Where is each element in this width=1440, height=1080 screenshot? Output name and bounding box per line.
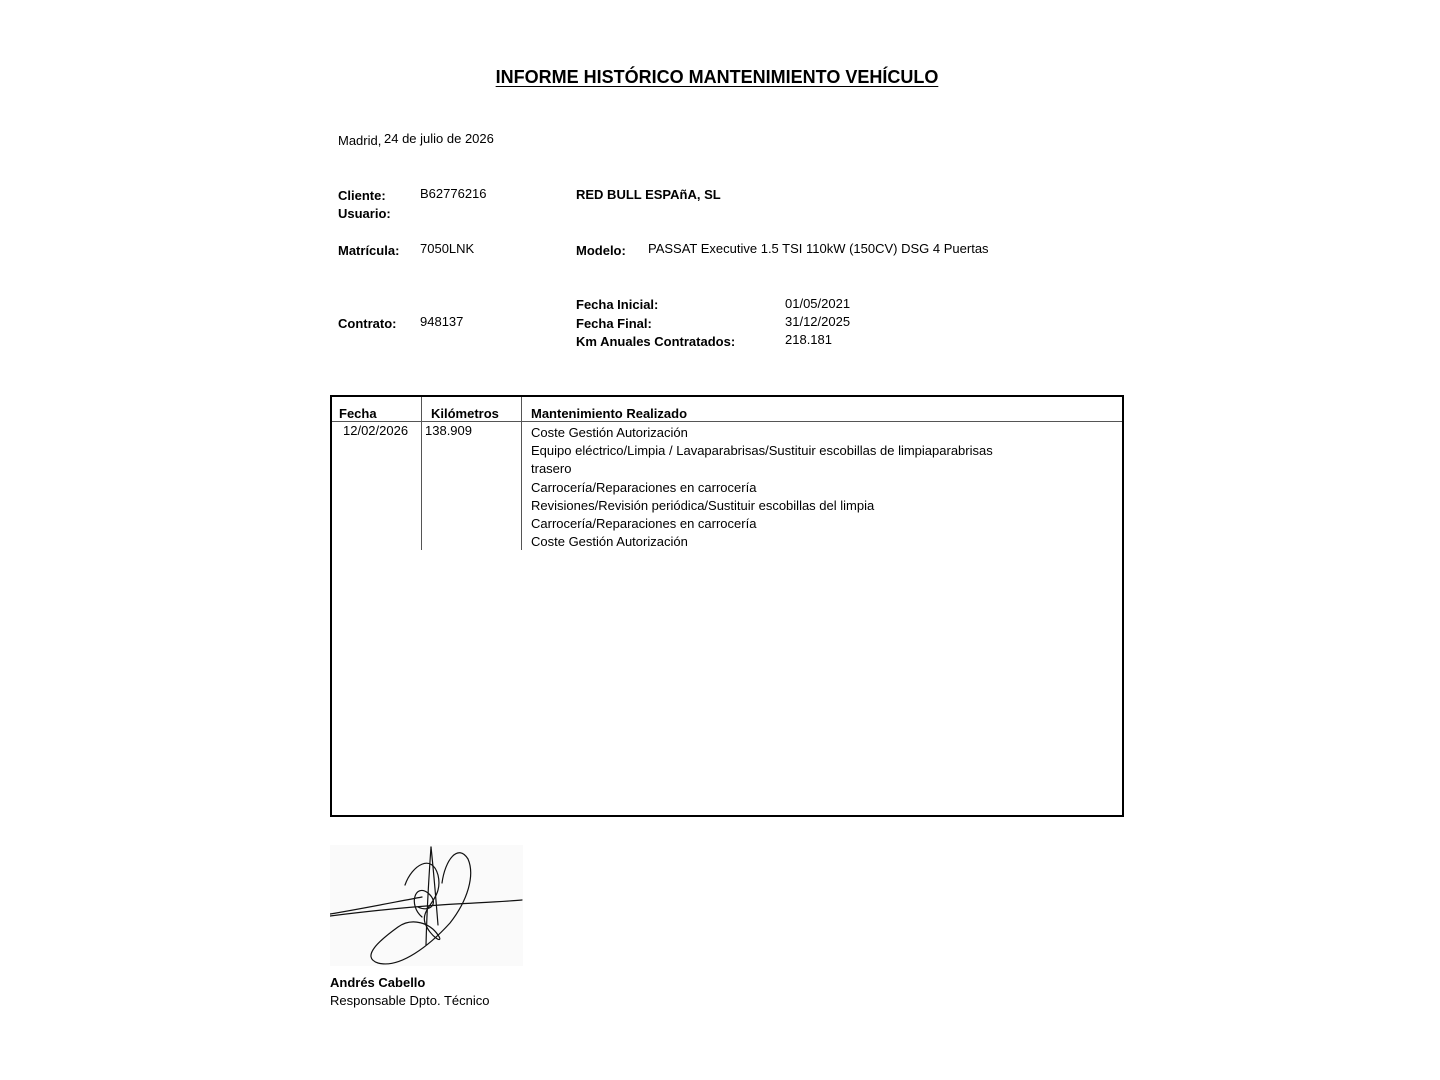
work-item: Carrocería/Reparaciones en carrocería xyxy=(531,516,757,532)
row-work-list xyxy=(531,424,993,551)
signature-image xyxy=(330,845,523,966)
user-label: Usuario: xyxy=(338,206,391,221)
work-item: Equipo eléctrico/Limpia / Lavaparabrisas/Sustituir escobillas de limpiaparabrisas xyxy=(531,443,993,459)
report-date: 24 de julio de 2026 xyxy=(384,131,494,146)
work-item: Revisiones/Revisión periódica/Sustituir escobillas del limpia xyxy=(531,497,875,513)
row-date: 12/02/2026 xyxy=(343,423,409,438)
end-date-label: Fecha Final: xyxy=(576,316,652,331)
header-date: Fecha xyxy=(339,406,377,421)
annual-km-label: Km Anuales Contratados: xyxy=(576,334,736,349)
header-km: Kilómetros xyxy=(431,406,499,421)
column-divider-2 xyxy=(521,397,522,550)
start-date-label: Fecha Inicial: xyxy=(576,297,659,312)
contract-number: 948137 xyxy=(420,314,464,329)
plate-value: 7050LNK xyxy=(420,241,475,256)
start-date-value: 01/05/2021 xyxy=(785,296,851,311)
row-km: 138.909 xyxy=(425,423,472,438)
model-value: PASSAT Executive 1.5 TSI 110kW (150CV) DSG 4 Puertas xyxy=(648,241,989,256)
work-item: Carrocería/Reparaciones en carrocería xyxy=(531,479,757,495)
annual-km-value: 218.181 xyxy=(785,332,832,347)
work-item: trasero xyxy=(531,461,572,477)
work-item: Coste Gestión Autorización xyxy=(531,534,688,550)
signer-name: Andrés Cabello xyxy=(330,975,426,990)
end-date-value: 31/12/2025 xyxy=(785,314,851,329)
plate-label: Matrícula: xyxy=(338,243,400,258)
report-title: INFORME HISTÓRICO MANTENIMIENTO VEHÍCULO xyxy=(495,67,939,87)
client-name: RED BULL ESPAñA, SL xyxy=(576,187,721,202)
maintenance-table xyxy=(330,395,1124,817)
report-place: Madrid, xyxy=(338,133,382,148)
client-id: B62776216 xyxy=(420,186,487,201)
signer-role: Responsable Dpto. Técnico xyxy=(330,993,490,1008)
header-divider xyxy=(332,421,1122,422)
signature-icon xyxy=(330,845,523,966)
contract-label: Contrato: xyxy=(338,316,397,331)
work-item: Coste Gestión Autorización xyxy=(531,425,688,440)
header-work: Mantenimiento Realizado xyxy=(531,406,688,421)
client-label: Cliente: xyxy=(338,188,386,203)
model-label: Modelo: xyxy=(576,243,626,258)
column-divider-1 xyxy=(421,397,422,550)
